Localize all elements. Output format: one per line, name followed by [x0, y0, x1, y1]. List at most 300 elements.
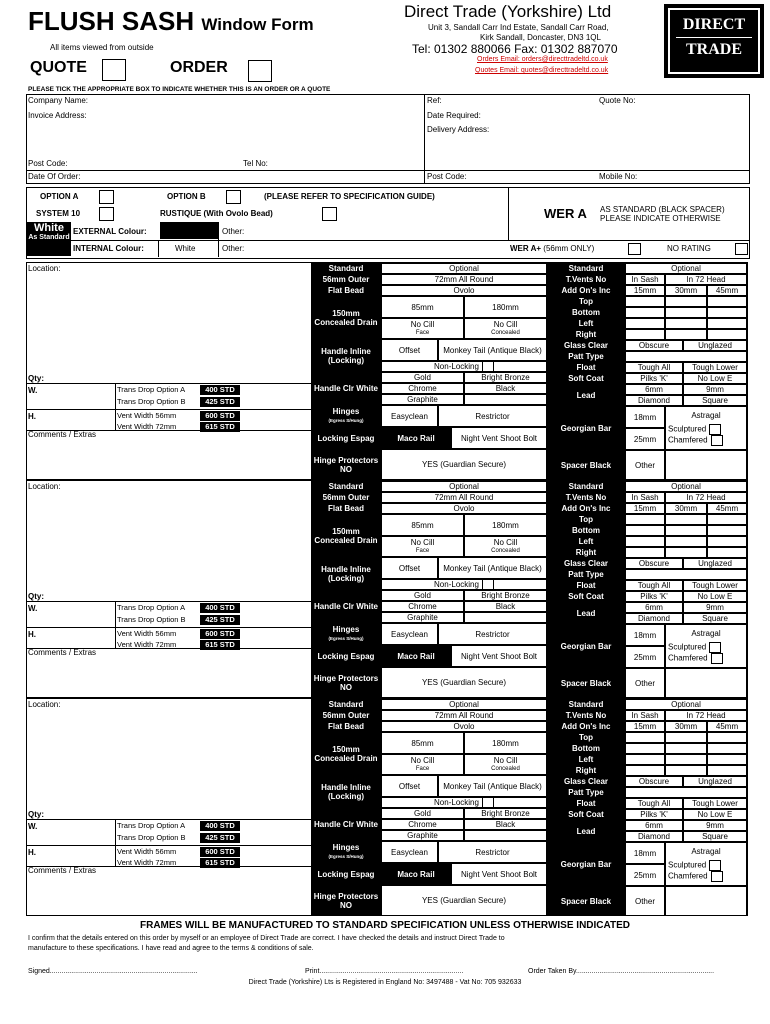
addon-right-30[interactable]: [665, 329, 707, 340]
addon-top-30[interactable]: [665, 296, 707, 307]
width-field[interactable]: W.: [28, 386, 38, 395]
colour-white-badge: White As Standard: [27, 222, 71, 256]
addon-bottom-30[interactable]: [665, 743, 707, 754]
no-cill-face-label: No Cill: [410, 537, 435, 547]
addon-30mm[interactable]: 30mm: [665, 721, 707, 732]
subtitle: All items viewed from outside: [50, 43, 154, 52]
addon-top-15[interactable]: [625, 732, 665, 743]
wer-a-plus-checkbox[interactable]: [628, 243, 641, 255]
width-field[interactable]: W.: [28, 604, 38, 613]
print-field[interactable]: Print..........................................................................: [305, 968, 464, 975]
trickle-in-72-head[interactable]: In 72 Head: [665, 492, 747, 503]
spec-guide-note: (PLEASE REFER TO SPECIFICATION GUIDE): [264, 192, 435, 201]
qty-field[interactable]: Qty:: [28, 592, 44, 601]
addon-15mm[interactable]: 15mm: [625, 503, 665, 514]
standard-header: Standard: [311, 699, 381, 710]
trickle-vents-standard: T.Vents No: [547, 274, 625, 285]
spacer-other[interactable]: Other: [625, 668, 665, 698]
trickle-vents-standard: T.Vents No: [547, 492, 625, 503]
company-logo: DIRECT TRADE: [664, 4, 764, 78]
company-name-field[interactable]: Company Name:: [28, 96, 89, 105]
float-standard: Float: [547, 798, 625, 809]
addon-right-45[interactable]: [707, 765, 747, 776]
addon-45mm[interactable]: 45mm: [707, 721, 747, 732]
bead-standard: Flat Bead: [311, 503, 381, 514]
hinge-protectors-standard: Hinge Protectors NO: [311, 449, 381, 480]
colour-gold[interactable]: Gold: [381, 590, 464, 601]
drain-85mm[interactable]: 85mm: [381, 732, 464, 754]
colour-graphite[interactable]: Graphite: [381, 830, 464, 841]
addon-45mm[interactable]: 45mm: [707, 285, 747, 296]
locking-standard: Locking Espag: [311, 863, 381, 885]
no-rating-checkbox[interactable]: [735, 243, 748, 255]
georgian-bar-options[interactable]: [665, 624, 747, 668]
system10-checkbox[interactable]: [99, 207, 114, 221]
hinge-protectors-optional[interactable]: YES (Guardian Secure): [381, 885, 547, 916]
tick-instruction: PLEASE TICK THE APPROPRIATE BOX TO INDICATE WHETHER THIS IS AN ORDER OR A QUOTE: [28, 86, 331, 93]
chamfered-checkbox[interactable]: [711, 653, 723, 664]
addon-left: Left: [547, 754, 625, 765]
colour-black[interactable]: Black: [464, 601, 547, 612]
locking-night-vent[interactable]: Night Vent Shoot Bolt: [451, 645, 547, 667]
tough-all[interactable]: Tough All: [625, 362, 683, 373]
colour-bright-bronze[interactable]: Bright Bronze: [464, 808, 547, 819]
bead-standard: Flat Bead: [311, 721, 381, 732]
addons-standard: Add On's Inc: [547, 721, 625, 732]
post-code-field[interactable]: Post Code:: [28, 159, 68, 168]
addon-left-45[interactable]: [707, 318, 747, 329]
lead-9mm[interactable]: 9mm: [683, 820, 747, 831]
optional-header[interactable]: Optional: [381, 481, 547, 492]
trickle-in-sash[interactable]: In Sash: [625, 710, 665, 721]
location-field[interactable]: Location:: [28, 700, 61, 709]
no-rating-label: NO RATING: [667, 244, 711, 253]
colour-graphite[interactable]: Graphite: [381, 394, 464, 405]
right-optional-header[interactable]: Optional: [625, 263, 747, 274]
handle-non-locking[interactable]: [381, 579, 547, 590]
lead-6mm[interactable]: 6mm: [625, 820, 683, 831]
tough-lower[interactable]: Tough Lower: [683, 362, 747, 373]
location-field[interactable]: Location:: [28, 264, 61, 273]
addon-top: Top: [547, 732, 625, 743]
handle-offset[interactable]: Offset: [381, 557, 438, 579]
handle-non-locking[interactable]: [381, 361, 547, 372]
size-option-label: Trans Drop Option B: [117, 833, 186, 842]
handle-non-locking[interactable]: [381, 797, 547, 808]
sculptured-checkbox[interactable]: [709, 642, 721, 653]
soft-coat-standard: Soft Coat: [547, 373, 625, 384]
optional-header[interactable]: Optional: [381, 263, 547, 274]
georgian-25mm[interactable]: 25mm: [625, 428, 665, 450]
colour-bright-bronze[interactable]: Bright Bronze: [464, 372, 547, 383]
non-locking-checkbox[interactable]: [482, 579, 494, 590]
right-optional-header[interactable]: Optional: [625, 699, 747, 710]
drain-85mm[interactable]: 85mm: [381, 514, 464, 536]
non-locking-label: Non-Locking: [434, 798, 479, 807]
locking-night-vent[interactable]: Night Vent Shoot Bolt: [451, 863, 547, 885]
no-low-e[interactable]: No Low E: [683, 809, 747, 820]
addon-top-45[interactable]: [707, 514, 747, 525]
size-option-label: Trans Drop Option A: [117, 603, 186, 612]
hinges-easyclean[interactable]: Easyclean: [381, 841, 438, 863]
addons-standard: Add On's Inc: [547, 285, 625, 296]
lead-standard: Lead: [547, 820, 625, 842]
internal-other-field[interactable]: Other:: [222, 244, 245, 253]
addon-right-30[interactable]: [665, 765, 707, 776]
handle-monkey-tail[interactable]: Monkey Tail (Antique Black): [438, 775, 547, 797]
handle-offset[interactable]: Offset: [381, 775, 438, 797]
lead-9mm[interactable]: 9mm: [683, 384, 747, 395]
non-locking-checkbox[interactable]: [482, 361, 494, 372]
trickle-in-sash[interactable]: In Sash: [625, 274, 665, 285]
addon-left-15[interactable]: [625, 754, 665, 765]
locking-standard: Locking Espag: [311, 645, 381, 667]
ref-field[interactable]: Ref:: [427, 96, 442, 105]
addon-right: Right: [547, 329, 625, 340]
no-cill-concealed-label: No Cill: [493, 537, 518, 547]
handle-standard: Handle Inline (Locking): [311, 339, 381, 372]
georgian-25mm[interactable]: 25mm: [625, 864, 665, 886]
hinges-restrictor[interactable]: Restrictor: [438, 623, 547, 645]
float-standard: Float: [547, 580, 625, 591]
addon-left-30[interactable]: [665, 536, 707, 547]
glass-obscure[interactable]: Obscure: [625, 340, 683, 351]
face-label: Face: [415, 765, 430, 772]
addon-left-15[interactable]: [625, 536, 665, 547]
option-b-checkbox[interactable]: [226, 190, 241, 204]
option-a-checkbox[interactable]: [99, 190, 114, 204]
addon-right-15[interactable]: [625, 547, 665, 558]
qty-field[interactable]: Qty:: [28, 374, 44, 383]
spacer-other-value[interactable]: [665, 450, 747, 480]
addon-bottom-45[interactable]: [707, 743, 747, 754]
colour-chrome[interactable]: Chrome: [381, 819, 464, 830]
addon-left-30[interactable]: [665, 318, 707, 329]
wer-a-note1: AS STANDARD (BLACK SPACER): [600, 205, 725, 214]
addon-left-30[interactable]: [665, 754, 707, 765]
wer-a-plus-label: WER A+ (56mm ONLY): [510, 244, 595, 253]
addon-right-45[interactable]: [707, 547, 747, 558]
sculptured-checkbox[interactable]: [709, 860, 721, 871]
georgian-18mm[interactable]: 18mm: [625, 406, 665, 428]
non-locking-label: Non-Locking: [434, 362, 479, 371]
no-cill-concealed[interactable]: [464, 754, 547, 775]
outer-frame-optional[interactable]: 72mm All Round: [381, 710, 547, 721]
pattern-type-value[interactable]: [625, 787, 747, 798]
hinge-protectors-optional[interactable]: YES (Guardian Secure): [381, 449, 547, 480]
spacer-standard: Spacer Black: [547, 886, 625, 916]
locking-maco-rail: Maco Rail: [381, 427, 451, 449]
glass-clear-standard: Glass Clear: [547, 558, 625, 569]
chamfered-checkbox[interactable]: [711, 871, 723, 882]
quote-checkbox[interactable]: [102, 59, 126, 81]
lead-diamond[interactable]: Diamond: [625, 831, 683, 842]
size-option-value: 600 STD: [200, 847, 240, 857]
hinge-protectors-optional[interactable]: YES (Guardian Secure): [381, 667, 547, 698]
soft-coat-standard: Soft Coat: [547, 809, 625, 820]
lead-9mm[interactable]: 9mm: [683, 602, 747, 613]
hinges-easyclean[interactable]: Easyclean: [381, 405, 438, 427]
qty-field[interactable]: Qty:: [28, 810, 44, 819]
handle-standard: Handle Inline (Locking): [311, 775, 381, 808]
divider: [115, 601, 116, 648]
bead-optional[interactable]: Ovolo: [381, 721, 547, 732]
trickle-in-72-head[interactable]: In 72 Head: [665, 710, 747, 721]
option-a-label: OPTION A: [40, 192, 79, 201]
sculptured-label: Sculptured: [668, 424, 707, 434]
chamfered-label: Chamfered: [668, 435, 708, 445]
window-section: [26, 698, 748, 916]
lead-6mm[interactable]: 6mm: [625, 602, 683, 613]
spacer-other[interactable]: Other: [625, 886, 665, 916]
addon-top-45[interactable]: [707, 732, 747, 743]
signed-field[interactable]: Signed............................................................................: [28, 968, 198, 975]
addon-bottom: Bottom: [547, 743, 625, 754]
locking-standard: Locking Espag: [311, 427, 381, 449]
colour-blank[interactable]: [464, 830, 547, 841]
pattern-type-value[interactable]: [625, 351, 747, 362]
divider: [27, 819, 311, 820]
addon-30mm[interactable]: 30mm: [665, 285, 707, 296]
addon-right-45[interactable]: [707, 329, 747, 340]
locking-night-vent[interactable]: Night Vent Shoot Bolt: [451, 427, 547, 449]
confirmation-text-2: manufacture to these specifications. I have read and agree to the terms & conditions of sale.: [28, 945, 314, 952]
pilks-k[interactable]: Pilks 'K': [625, 373, 683, 384]
addon-left-15[interactable]: [625, 318, 665, 329]
comments-field[interactable]: Comments / Extras: [28, 648, 97, 657]
trickle-in-sash[interactable]: In Sash: [625, 492, 665, 503]
confirmation-text-1: I confirm that the details entered on this order by myself or an employee of Direct Trade are correct. I have checked the details and instruct Direct Trade to: [28, 935, 505, 942]
colour-gold[interactable]: Gold: [381, 808, 464, 819]
lead-6mm[interactable]: 6mm: [625, 384, 683, 395]
addon-30mm[interactable]: 30mm: [665, 503, 707, 514]
hinges-restrictor[interactable]: Restrictor: [438, 841, 547, 863]
wer-a-label: WER A: [544, 206, 587, 221]
height-field[interactable]: H.: [28, 630, 36, 639]
date-of-order-field[interactable]: Date Of Order:: [28, 172, 81, 181]
hinges-standard: [311, 623, 381, 645]
external-colour-label: EXTERNAL Colour:: [73, 227, 147, 236]
comments-field[interactable]: Comments / Extras: [28, 866, 97, 875]
handle-offset[interactable]: Offset: [381, 339, 438, 361]
hinges-restrictor[interactable]: Restrictor: [438, 405, 547, 427]
rustique-checkbox[interactable]: [322, 207, 337, 221]
right-optional-header[interactable]: Optional: [625, 481, 747, 492]
addon-top-15[interactable]: [625, 514, 665, 525]
height-field[interactable]: H.: [28, 848, 36, 857]
glass-unglazed[interactable]: Unglazed: [683, 776, 747, 787]
pattern-type-value[interactable]: [625, 569, 747, 580]
addon-bottom-30[interactable]: [665, 307, 707, 318]
colour-bright-bronze[interactable]: Bright Bronze: [464, 590, 547, 601]
non-locking-checkbox[interactable]: [482, 797, 494, 808]
invoice-address-field[interactable]: Invoice Address:: [28, 111, 87, 120]
no-cill-face[interactable]: [381, 318, 464, 339]
handle-colour-standard: Handle Clr White: [311, 808, 381, 841]
hinges-standard: [311, 405, 381, 427]
addons-standard: Add On's Inc: [547, 503, 625, 514]
divider: [27, 845, 311, 846]
tough-all[interactable]: Tough All: [625, 580, 683, 591]
colour-blank[interactable]: [464, 612, 547, 623]
handle-monkey-tail[interactable]: Monkey Tail (Antique Black): [438, 339, 547, 361]
outer-frame-optional[interactable]: 72mm All Round: [381, 274, 547, 285]
size-option-label: Vent Width 72mm: [117, 640, 177, 649]
spacer-standard: Spacer Black: [547, 668, 625, 698]
addon-bottom-15[interactable]: [625, 307, 665, 318]
size-option-label: Trans Drop Option B: [117, 615, 186, 624]
divider: [27, 601, 311, 602]
addon-15mm[interactable]: 15mm: [625, 721, 665, 732]
lead-square[interactable]: Square: [683, 395, 747, 406]
addon-top-30[interactable]: [665, 732, 707, 743]
glass-obscure[interactable]: Obscure: [625, 776, 683, 787]
company-name: Direct Trade (Yorkshire) Ltd: [404, 2, 612, 21]
colour-black[interactable]: Black: [464, 383, 547, 394]
no-cill-face[interactable]: [381, 536, 464, 557]
no-cill-concealed[interactable]: [464, 536, 547, 557]
georgian-25mm[interactable]: 25mm: [625, 646, 665, 668]
bead-optional[interactable]: Ovolo: [381, 503, 547, 514]
drain-180mm[interactable]: 180mm: [464, 732, 547, 754]
delivery-address-field[interactable]: Delivery Address:: [427, 125, 490, 134]
trickle-vents-standard: T.Vents No: [547, 710, 625, 721]
colour-blank[interactable]: [464, 394, 547, 405]
mobile-no-field[interactable]: Mobile No:: [599, 172, 638, 181]
size-option-value: 615 STD: [200, 422, 240, 432]
optional-header[interactable]: Optional: [381, 699, 547, 710]
handle-monkey-tail[interactable]: Monkey Tail (Antique Black): [438, 557, 547, 579]
lead-standard: Lead: [547, 384, 625, 406]
sculptured-checkbox[interactable]: [709, 424, 721, 435]
chamfered-checkbox[interactable]: [711, 435, 723, 446]
size-option-value: 615 STD: [200, 640, 240, 650]
size-option-label: Vent Width 72mm: [117, 422, 177, 431]
size-option-value: 425 STD: [200, 833, 240, 843]
georgian-18mm[interactable]: 18mm: [625, 842, 665, 864]
chamfered-label: Chamfered: [668, 653, 708, 663]
lead-diamond[interactable]: Diamond: [625, 613, 683, 624]
lead-square[interactable]: Square: [683, 613, 747, 624]
orders-email-link[interactable]: Orders Email: orders@directtradeltd.co.uk: [477, 56, 608, 63]
addon-bottom-30[interactable]: [665, 525, 707, 536]
addon-left-45[interactable]: [707, 536, 747, 547]
spacer-standard: Spacer Black: [547, 450, 625, 480]
quotes-email-link[interactable]: Quotes Email: quotes@directtradeltd.co.uk: [475, 67, 609, 74]
addon-15mm[interactable]: 15mm: [625, 285, 665, 296]
addon-top-30[interactable]: [665, 514, 707, 525]
addon-bottom: Bottom: [547, 307, 625, 318]
glass-unglazed[interactable]: Unglazed: [683, 340, 747, 351]
divider: [27, 383, 311, 384]
internal-colour-label: INTERNAL Colour:: [73, 244, 144, 253]
date-required-field[interactable]: Date Required:: [427, 111, 481, 120]
addon-right-15[interactable]: [625, 765, 665, 776]
colour-graphite[interactable]: Graphite: [381, 612, 464, 623]
lead-square[interactable]: Square: [683, 831, 747, 842]
addon-bottom-45[interactable]: [707, 307, 747, 318]
no-low-e[interactable]: No Low E: [683, 591, 747, 602]
trickle-in-72-head[interactable]: In 72 Head: [665, 274, 747, 285]
comments-field[interactable]: Comments / Extras: [28, 430, 97, 439]
no-cill-face[interactable]: [381, 754, 464, 775]
tough-all[interactable]: Tough All: [625, 798, 683, 809]
no-cill-concealed[interactable]: [464, 318, 547, 339]
tough-lower[interactable]: Tough Lower: [683, 580, 747, 591]
lead-diamond[interactable]: Diamond: [625, 395, 683, 406]
addon-left-45[interactable]: [707, 754, 747, 765]
addon-bottom-45[interactable]: [707, 525, 747, 536]
bead-optional[interactable]: Ovolo: [381, 285, 547, 296]
outer-frame-standard: 56mm Outer: [311, 710, 381, 721]
pilks-k[interactable]: Pilks 'K': [625, 809, 683, 820]
handle-standard: Handle Inline (Locking): [311, 557, 381, 590]
wer-a-note2: PLEASE INDICATE OTHERWISE: [600, 214, 721, 223]
width-field[interactable]: W.: [28, 822, 38, 831]
colour-chrome[interactable]: Chrome: [381, 383, 464, 394]
georgian-bar-options[interactable]: [665, 842, 747, 886]
address-line2: Kirk Sandall, Doncaster, DN3 1QL: [480, 33, 601, 42]
spacer-other[interactable]: Other: [625, 450, 665, 480]
spacer-other-value[interactable]: [665, 886, 747, 916]
size-option-label: Vent Width 56mm: [117, 411, 177, 420]
drain-180mm[interactable]: 180mm: [464, 296, 547, 318]
post-code-delivery-field[interactable]: Post Code:: [427, 172, 467, 181]
spacer-other-value[interactable]: [665, 668, 747, 698]
addon-bottom-15[interactable]: [625, 525, 665, 536]
colour-chrome[interactable]: Chrome: [381, 601, 464, 612]
addon-bottom-15[interactable]: [625, 743, 665, 754]
glass-unglazed[interactable]: Unglazed: [683, 558, 747, 569]
height-field[interactable]: H.: [28, 412, 36, 421]
addon-right-30[interactable]: [665, 547, 707, 558]
order-taken-by-field[interactable]: Order Taken By.......................................................................: [528, 968, 715, 975]
no-cill-face-label: No Cill: [410, 755, 435, 765]
georgian-18mm[interactable]: 18mm: [625, 624, 665, 646]
tel-no-field[interactable]: Tel No:: [243, 159, 268, 168]
pilks-k[interactable]: Pilks 'K': [625, 591, 683, 602]
system10-label: SYSTEM 10: [36, 209, 81, 218]
locking-maco-rail: Maco Rail: [381, 645, 451, 667]
colour-black[interactable]: Black: [464, 819, 547, 830]
hinges-easyclean[interactable]: Easyclean: [381, 623, 438, 645]
order-checkbox[interactable]: [248, 60, 272, 82]
location-field[interactable]: Location:: [28, 482, 61, 491]
drain-180mm[interactable]: 180mm: [464, 514, 547, 536]
georgian-bar-options[interactable]: [665, 406, 747, 450]
addon-top-45[interactable]: [707, 296, 747, 307]
handle-colour-standard: Handle Clr White: [311, 372, 381, 405]
drain-85mm[interactable]: 85mm: [381, 296, 464, 318]
address-line1: Unit 3, Sandall Carr Ind Estate, Sandall Carr Road,: [428, 23, 609, 32]
glass-obscure[interactable]: Obscure: [625, 558, 683, 569]
quote-no-field[interactable]: Quote No:: [599, 96, 636, 105]
quote-label: QUOTE: [30, 59, 87, 76]
outer-frame-optional[interactable]: 72mm All Round: [381, 492, 547, 503]
size-option-value: 400 STD: [200, 821, 240, 831]
bead-standard: Flat Bead: [311, 285, 381, 296]
external-other-field[interactable]: Other:: [222, 227, 245, 236]
colour-gold[interactable]: Gold: [381, 372, 464, 383]
no-low-e[interactable]: No Low E: [683, 373, 747, 384]
addon-right: Right: [547, 765, 625, 776]
concealed-label: Concealed: [491, 765, 520, 772]
tough-lower[interactable]: Tough Lower: [683, 798, 747, 809]
addon-right-15[interactable]: [625, 329, 665, 340]
drain-standard: 150mm Concealed Drain: [311, 514, 381, 557]
addon-45mm[interactable]: 45mm: [707, 503, 747, 514]
addon-top-15[interactable]: [625, 296, 665, 307]
